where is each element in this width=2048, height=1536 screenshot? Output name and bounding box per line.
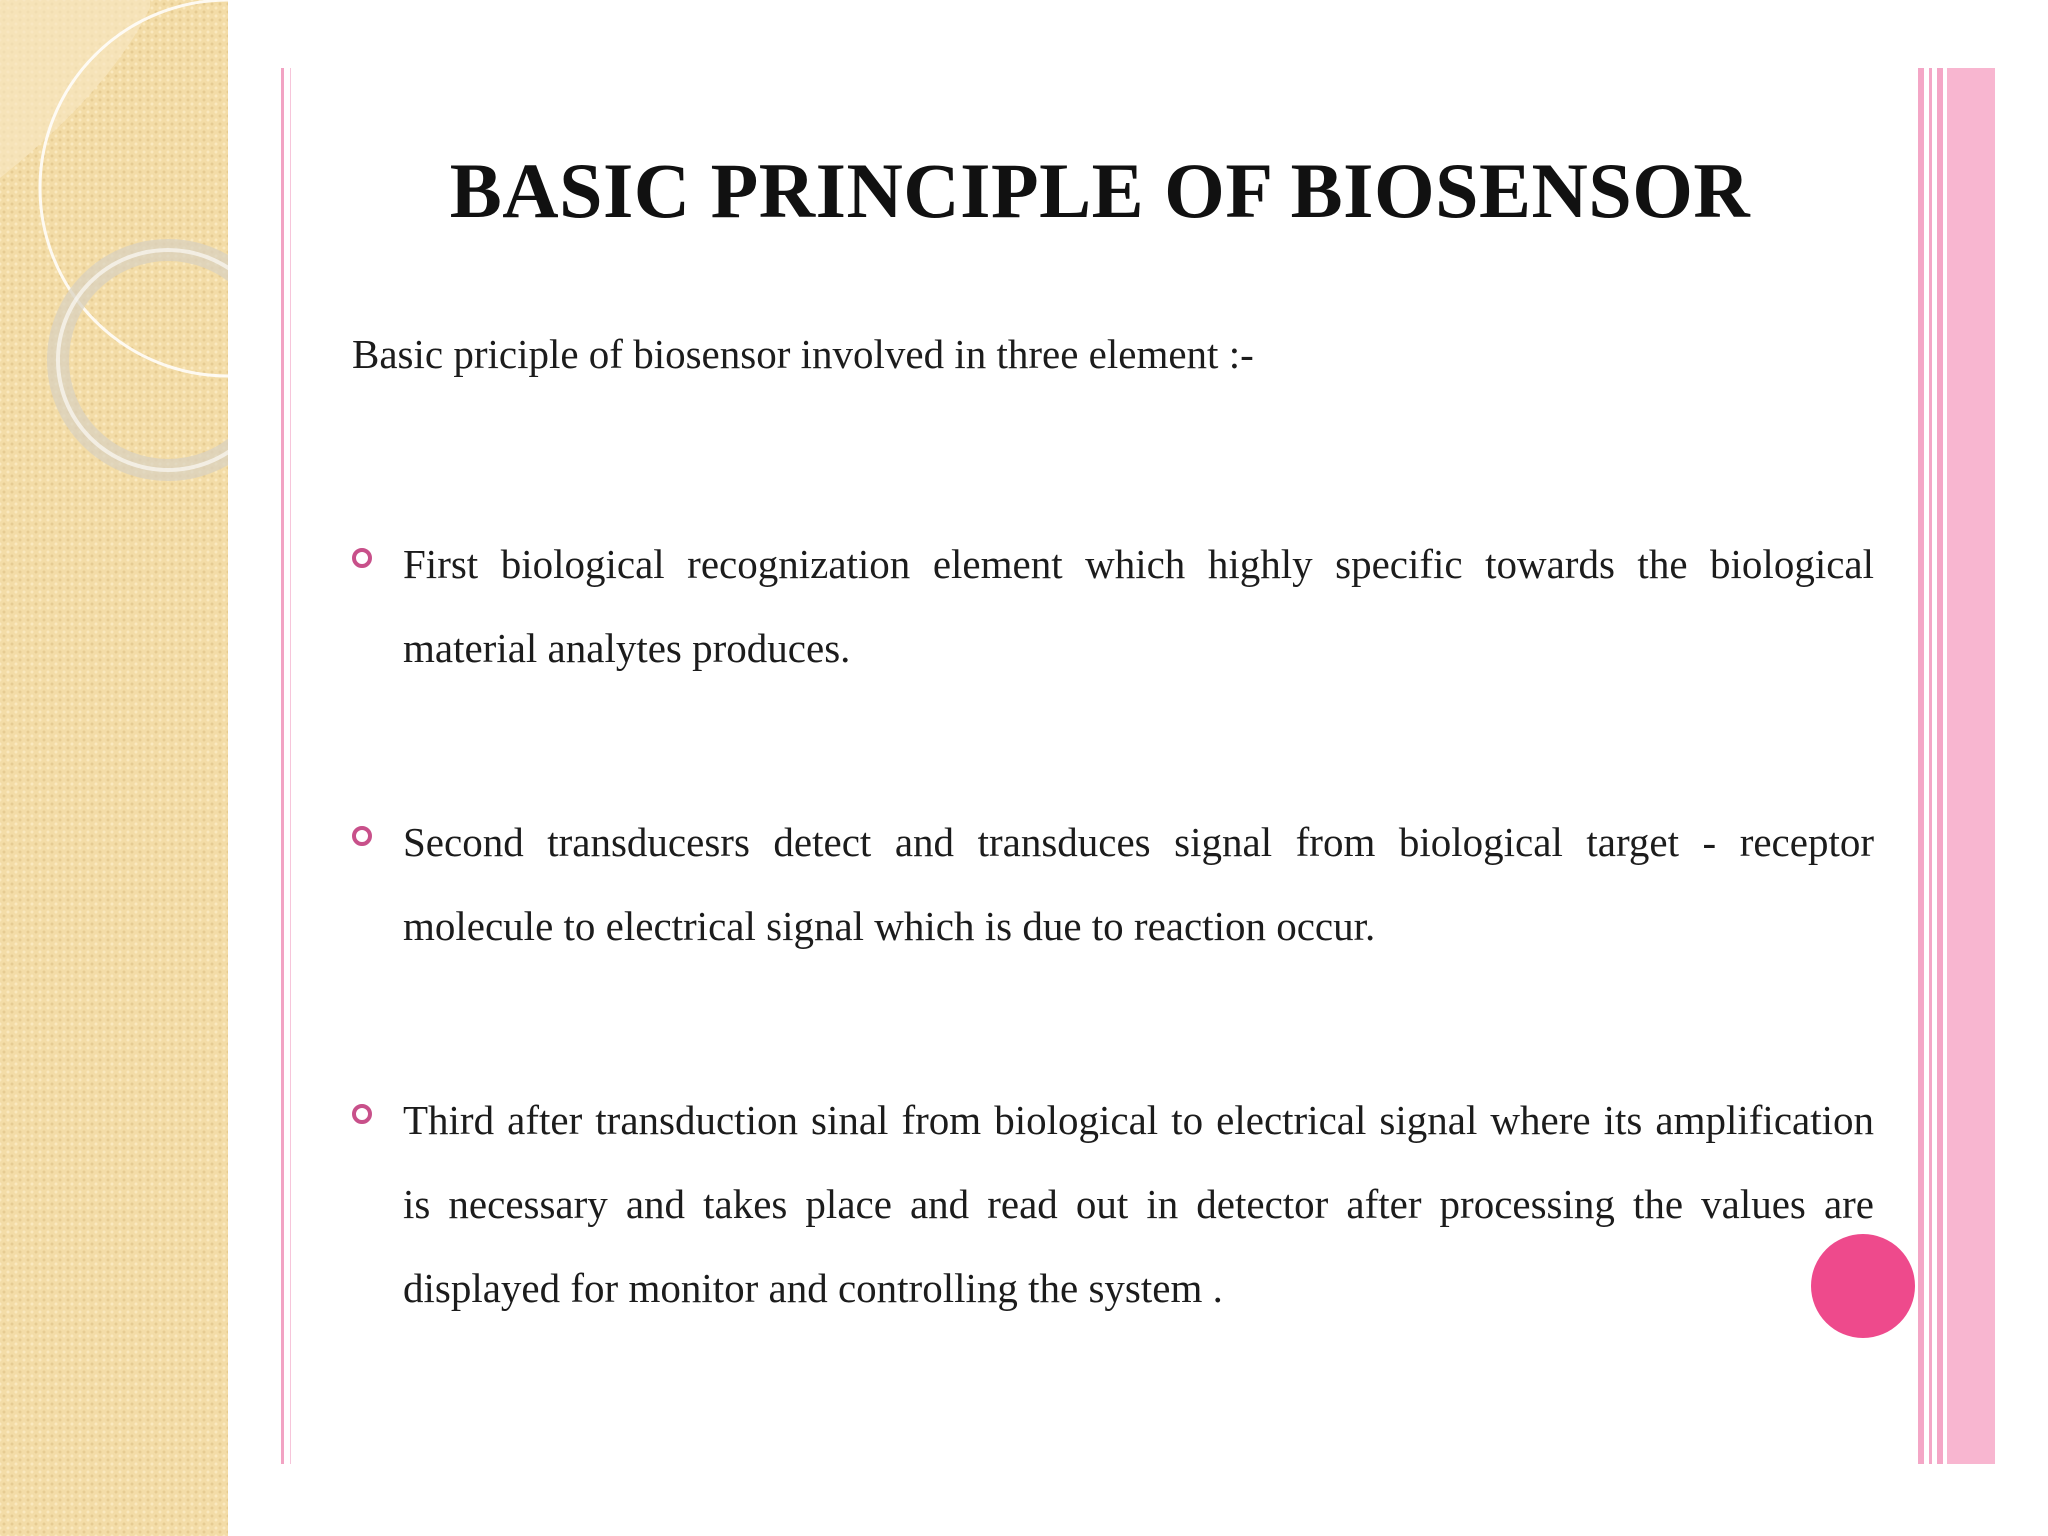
left-border-line	[281, 68, 284, 1464]
left-border-line-thin	[290, 68, 291, 1464]
intro-text: Basic priciple of biosensor involved in three element :-	[352, 331, 1254, 377]
slide-title: BASIC PRINCIPLE OF BIOSENSOR	[449, 147, 1751, 234]
bullet-text: Second transducesrs detect and transduces signal from biological target - receptor molecule to electrical signal which is due to reaction occur.	[403, 819, 1874, 949]
accent-dot	[1811, 1234, 1915, 1338]
slide-content	[292, 68, 1908, 1464]
bullet-circle-icon	[352, 1104, 372, 1124]
right-border-stripe	[1918, 68, 1924, 1464]
right-border-stripe	[1937, 68, 1943, 1464]
right-border-stripe	[1929, 68, 1932, 1464]
bullet-item	[352, 800, 1874, 968]
bullet-item	[352, 1078, 1874, 1330]
bullet-text: Third after transduction sinal from biological to electrical signal where its amplification is necessary and takes place and read out in detector after processing the values are displayed for monitor and controlling the system .	[403, 1097, 1874, 1311]
decorative-side-panel	[0, 0, 228, 1536]
bullet-text: First biological recognization element which highly specific towards the biological material analytes produces.	[403, 541, 1874, 671]
bullet-circle-icon	[352, 548, 372, 568]
bullet-circle-icon	[352, 826, 372, 846]
bullet-item	[352, 522, 1874, 690]
right-border-band	[1947, 68, 1995, 1464]
decorative-rings	[0, 0, 228, 1536]
